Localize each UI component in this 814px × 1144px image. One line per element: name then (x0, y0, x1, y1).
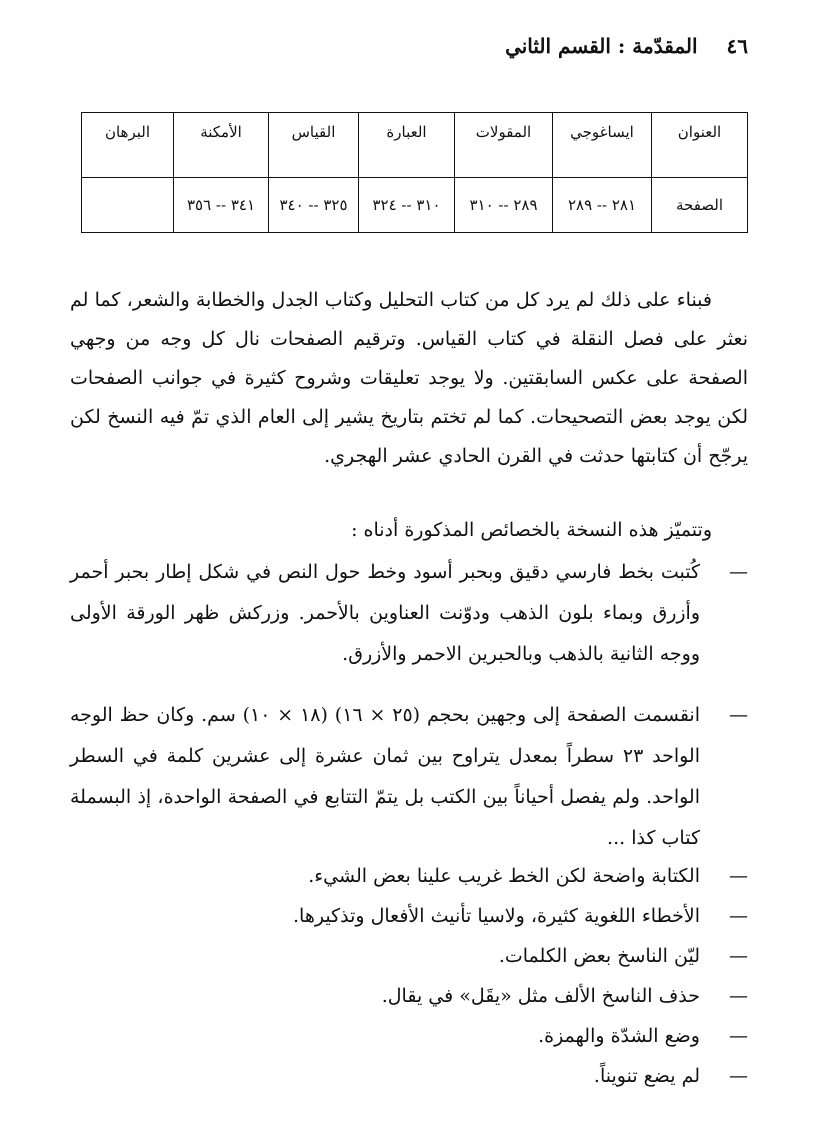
table-header-cell: القياس (269, 113, 359, 178)
dash-bullet: — (729, 704, 748, 726)
dash-bullet: — (729, 905, 748, 927)
list-item-text: الأخطاء اللغوية كثيرة، ولاسيا تأنيث الأفعال وتذكيرها. (292, 905, 700, 927)
list-item-text: انقسمت الصفحة إلى وجهين بحجم (٢٥ × ١٦) (١٨ × ١٠) سم. وكان حظ الوجه الواحد ٢٣ سطراً بمعدل يتراوح بين ثمان عشرة إلى عشرين كلمة في السطر الواحد. ولم يفصل أحياناً بين الكتب بل يتمّ التتابع في الصفحة الواحدة، إذ البسملة كتاب كذا ... (70, 704, 700, 849)
paragraph-text: فبناء على ذلك لم يرد كل من كتاب التحليل وكتاب الجدل والخطابة والشعر، كما لم نعثر على فصل النقلة في كتاب القياس. وترقيم الصفحات نال كل وجه من وجهي الصفحة على عكس السابقتين. ولا يوجد تعليقات وشروح كثيرة في جوانب الصفحات لكن يوجد بعض التصحيحات. كما لم تختم بتاريخ يشير إلى العام الذي تمّ فيه النسخ لكن يرجّح أن كتابتها حدثت في القرن الحادي عشر الهجري. (70, 289, 748, 467)
table-cell: ٢٨١ -- ٢٨٩ (553, 178, 652, 233)
list-item (70, 552, 748, 675)
body-paragraph (70, 281, 748, 476)
dash-bullet: — (729, 1025, 748, 1047)
table-cell: ٣١٠ -- ٣٢٤ (359, 178, 455, 233)
table-header-cell: العبارة (359, 113, 455, 178)
page-number: ٤٦ (726, 34, 748, 58)
list-item (70, 1016, 748, 1056)
list-item-text: لم يضع تنويناً. (593, 1065, 700, 1087)
running-header (505, 34, 748, 58)
table-cell: الصفحة (652, 178, 748, 233)
list-item (70, 936, 748, 976)
table-header-cell: العنوان (652, 113, 748, 178)
list-item-text: الكتابة واضحة لكن الخط غريب علينا بعض الشيء. (308, 865, 700, 887)
intro-paragraph (70, 511, 748, 550)
table-header-cell: ايساغوجي (553, 113, 652, 178)
list-item (70, 896, 748, 936)
table-header-cell: البرهان (82, 113, 174, 178)
feature-list-long (70, 552, 748, 859)
list-item (70, 856, 748, 896)
list-item-text: حذف الناسخ الألف مثل «يقَل» في يقال. (381, 985, 700, 1007)
list-item (70, 976, 748, 1016)
table-cell: ٢٨٩ -- ٣١٠ (455, 178, 553, 233)
list-item (70, 1056, 748, 1096)
table-row (82, 178, 748, 233)
table-header-cell: الأمكنة (174, 113, 269, 178)
list-item-text: كُتبت بخط فارسي دقيق وبحبر أسود وخط حول النص في شكل إطار بحبر أحمر وأزرق وبماء بلون الذهب ودوّنت العناوين بالأحمر. وزركش ظهر الورقة الأولى ووجه الثانية بالذهب وبالحبرين الاحمر والأزرق. (70, 561, 700, 665)
table-header-row (82, 113, 748, 178)
chapter-title: المقدّمة : القسم الثاني (505, 34, 698, 58)
feature-list-short (70, 856, 748, 1096)
table-header-cell: المقولات (455, 113, 553, 178)
table-cell: ٣٢٥ -- ٣٤٠ (269, 178, 359, 233)
list-item-text: ليّن الناسخ بعض الكلمات. (498, 945, 700, 967)
dash-bullet: — (729, 1065, 748, 1087)
list-item (70, 695, 748, 859)
table-cell: ٣٤١ -- ٣٥٦ (174, 178, 269, 233)
dash-bullet: — (729, 985, 748, 1007)
dash-bullet: — (729, 945, 748, 967)
table-cell (82, 178, 174, 233)
dash-bullet: — (729, 865, 748, 887)
list-item-text: وضع الشدّة والهمزة. (538, 1025, 700, 1047)
page-ranges-table (81, 112, 748, 233)
paragraph-text: وتتميّز هذه النسخة بالخصائص المذكورة أدناه : (351, 519, 712, 541)
dash-bullet: — (729, 561, 748, 583)
